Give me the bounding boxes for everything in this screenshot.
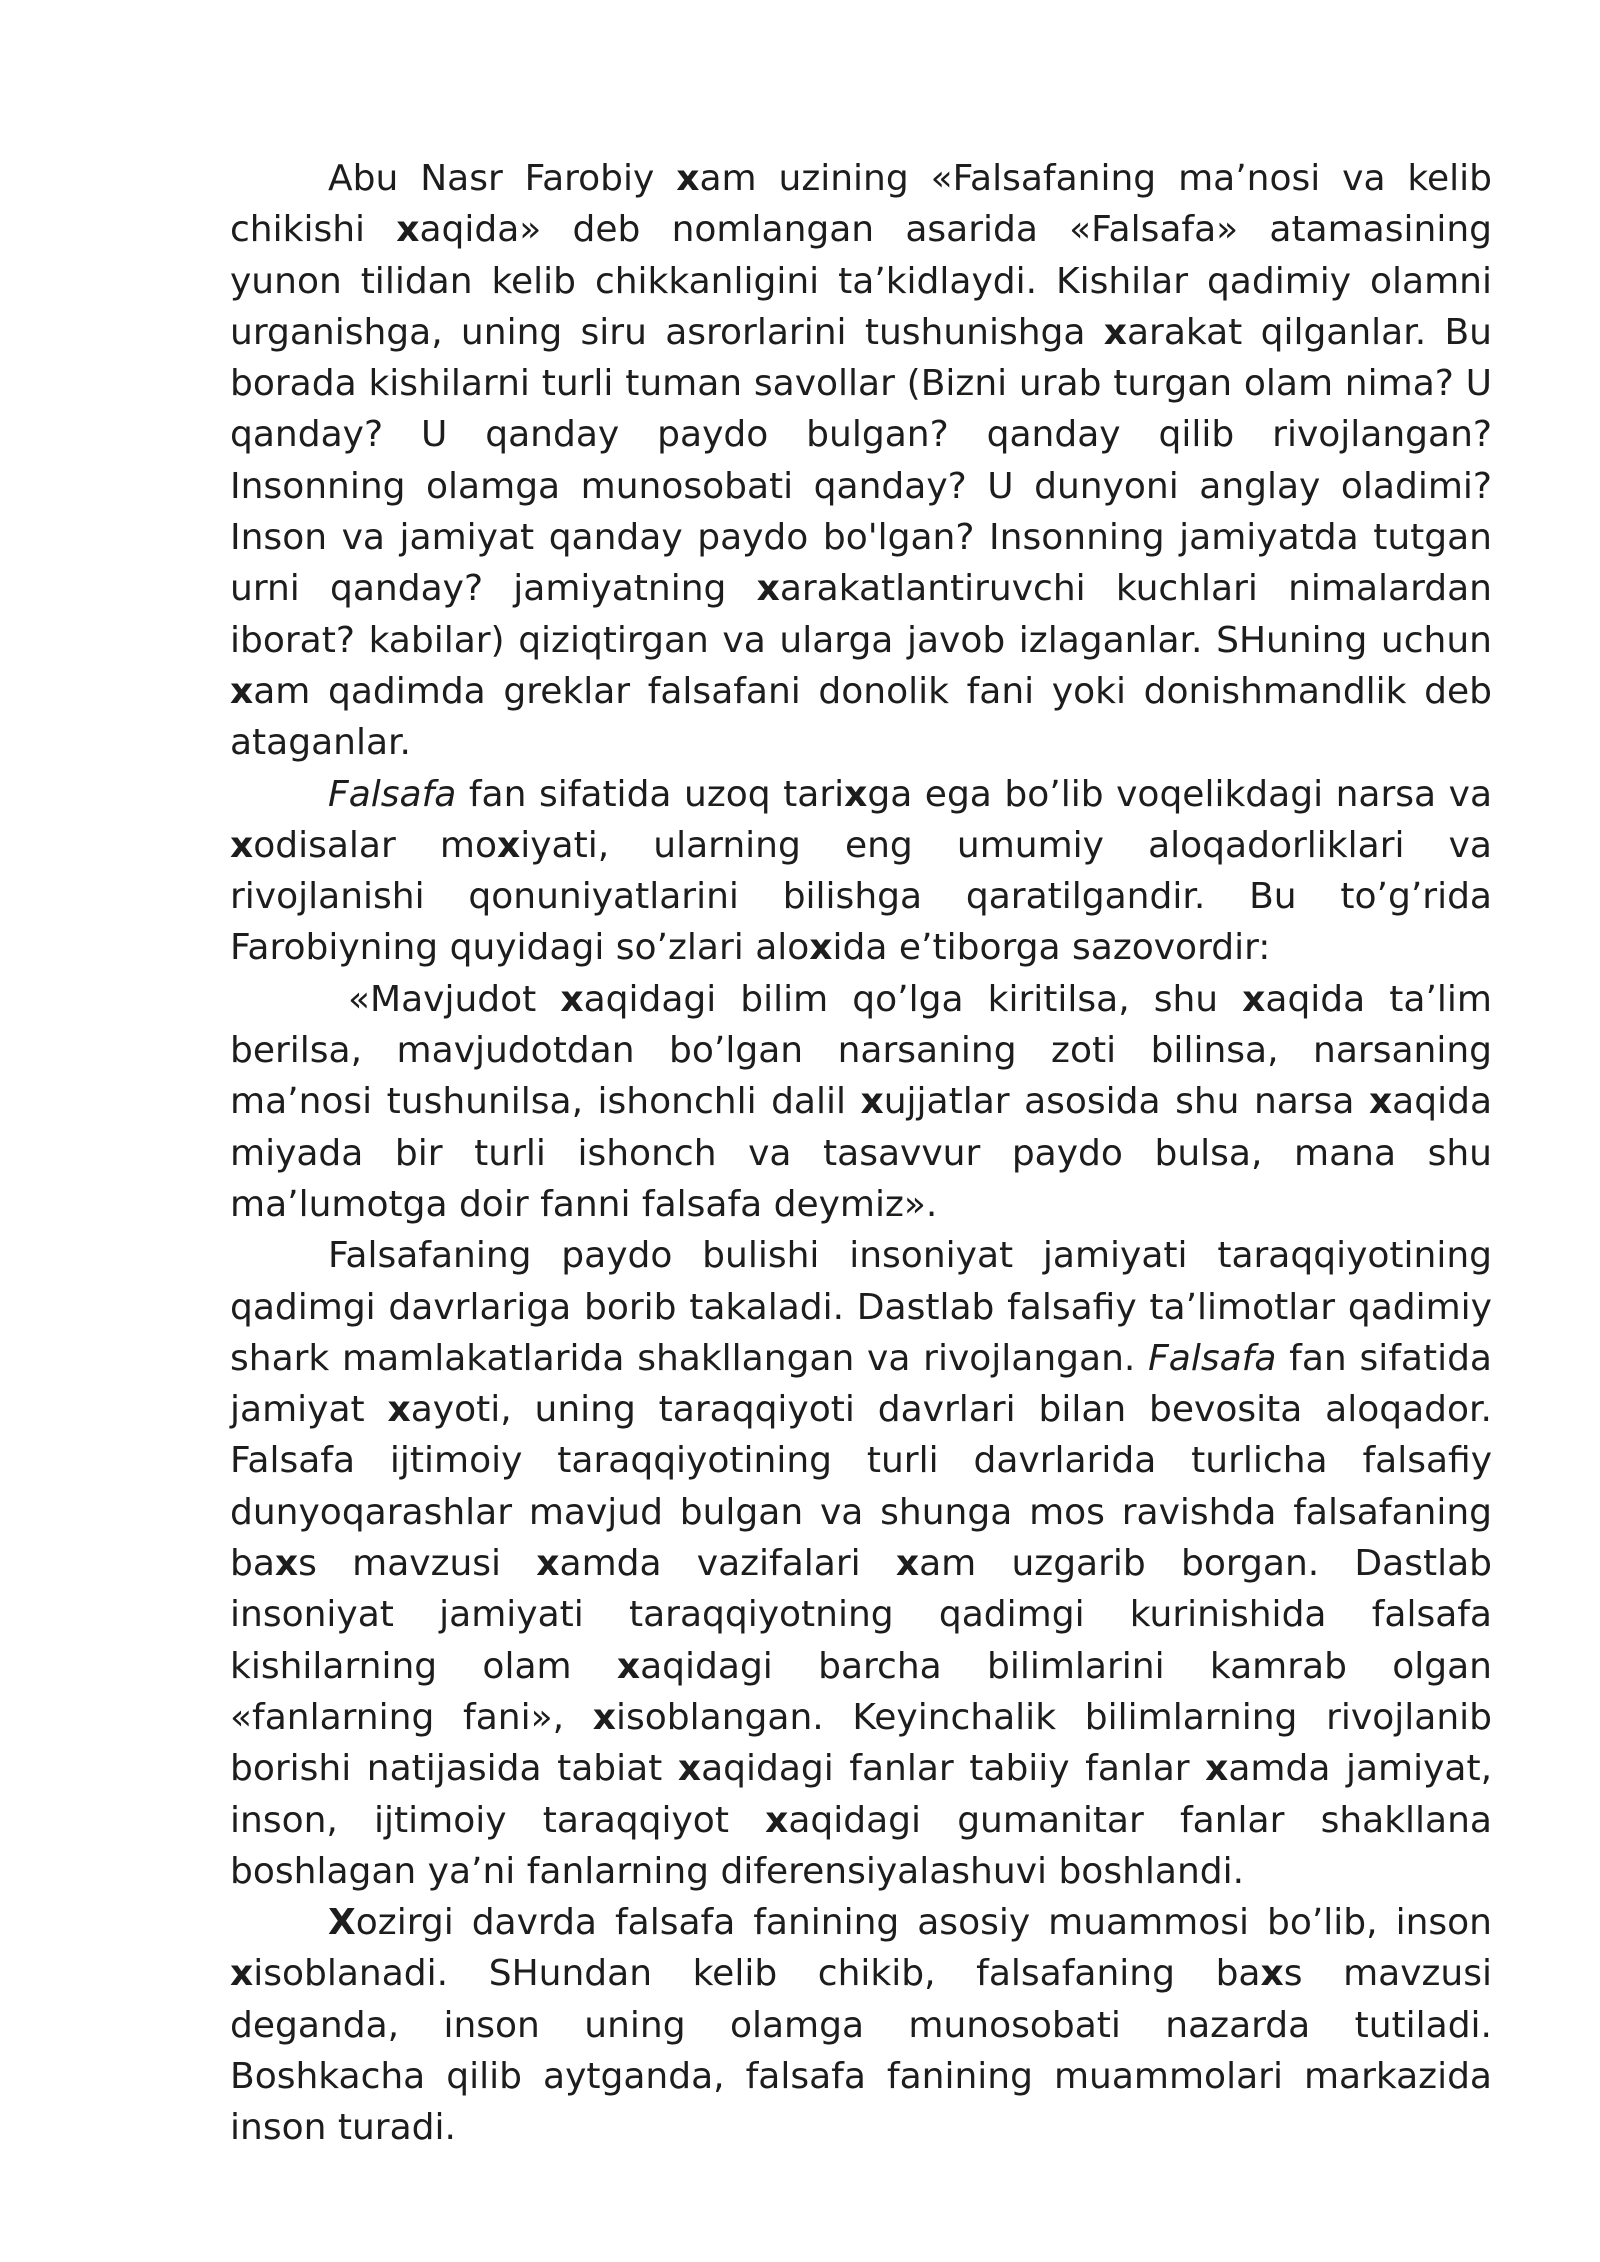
text-run: am uzgarib borgan. Dastlab insoniyat jamiyati taraqqiyotning qadimgi kurinishida falsafa kishilarning olam [230, 1543, 1493, 1687]
text-run: fan sifatida uzoq tari [456, 773, 845, 815]
bold-letter: x [387, 1389, 411, 1431]
paragraph [230, 153, 1492, 769]
text-run: iyati, ularning eng umumiy aloqadorliklari va rivojlanishi qonuniyatlarini bilishga qaratilgandir. Bu to’g’rida Farobiyning quyidagi so’zlari alo [230, 824, 1492, 969]
quote-paragraph [230, 974, 1492, 1230]
bold-letter: x [230, 824, 254, 866]
text-run: ujjatlar asosida shu narsa [883, 1081, 1369, 1123]
italic-term: Falsafa [1148, 1337, 1277, 1379]
text-run: amda jamiyat, inson, ijtimoiy taraqqiyot [230, 1748, 1493, 1841]
text-run: aqidagi bilim qo’lga kiritilsa, shu [583, 978, 1243, 1020]
bold-letter: x [844, 773, 868, 815]
bold-letter: x [765, 1799, 789, 1841]
bold-letter: X [328, 1902, 356, 1944]
bold-letter: x [274, 1543, 299, 1585]
text-run: aqidagi gumanitar fanlar shakllana boshlagan ya’ni fanlarning diferensiyalashuvi boshlandi. [230, 1799, 1492, 1892]
bold-letter: x [895, 1543, 920, 1585]
bold-letter: x [497, 824, 521, 866]
text-run: isoblangan. Keyinchalik bilimlarning rivojlanib borishi natijasida tabiat [230, 1696, 1493, 1790]
bold-letter: x [676, 158, 700, 199]
bold-letter: x [560, 978, 584, 1020]
text-run: aqida miyada bir turli ishonch va tasavvur paydo bulsa, mana shu ma’lumotga doir fanni falsafa deymiz». [230, 1081, 1492, 1225]
text-run: ayoti, uning taraqqiyoti davrlari bilan bevosita aloqador. Falsafa ijtimoiy taraqqiyotining turli davrlarida turlicha falsafiy dunyoqarashlar mavjud bulgan va shunga mos ravishda falsafaning ba [230, 1389, 1492, 1585]
bold-letter: x [1368, 1081, 1393, 1123]
text-run: odisalar mo [253, 824, 498, 866]
document-body [230, 153, 1492, 2154]
text-run: arakatlantiruvchi kuchlari nimalardan iborat? kabilar) qiziqtirgan va ularga javob izlaganlar. SHuning uchun [230, 568, 1492, 661]
text-run: am qadimda greklar falsafani donolik fani yoki donishmandlik deb ataganlar. [230, 670, 1492, 764]
bold-letter: x [396, 209, 420, 251]
text-run: isoblanadi. SHundan kelib chikib, falsafaning ba [253, 1953, 1261, 1995]
text-run: arakat qilganlar. Bu borada kishilarni turli tuman savollar (Bizni urab turgan olam nima? U qanday? U qanday paydo bulgan? qanday qilib rivojlangan? Insonning olamga munosobati qanday? U dunyoni anglay oladimi? Inson va jamiyat qanday paydo bo'lgan? Insonning jamiyatda tutgan urni qanday? jamiyatning [230, 311, 1492, 610]
bold-letter: x [860, 1081, 884, 1123]
bold-letter: x [616, 1645, 641, 1687]
text-run: aqida» deb nomlangan asarida «Falsafa» atamasining yunon tilidan kelib chikkanligini ta’kidlaydi. Kishilar qadimiy olamni urganishga, uning siru asrorlarini tushunishga [230, 209, 1492, 353]
bold-letter: x [1242, 978, 1266, 1020]
text-run: s mavzusi [298, 1543, 537, 1585]
bold-letter: x [536, 1543, 560, 1585]
text-run: ozirgi davrda falsafa fanining asosiy muammosi bo’lib, inson [355, 1902, 1492, 1944]
text-run: ida e’tiborga sazovordir: [832, 927, 1271, 969]
bold-letter: x [230, 1953, 254, 1995]
text-run: Abu Nasr Farobiy [328, 158, 677, 199]
bold-letter: x [230, 670, 254, 712]
text-run: aqida ta’lim berilsa, mavjudotdan bo’lgan narsaning zoti bilinsa, narsaning ma’nosi tushunilsa, ishonchli dalil [230, 978, 1492, 1123]
text-run: aqidagi fanlar tabiiy fanlar [701, 1748, 1206, 1790]
bold-letter: x [592, 1696, 617, 1738]
paragraph [230, 769, 1492, 974]
bold-letter: x [1260, 1953, 1284, 1995]
text-run: Falsafaning paydo bulishi insoniyat jamiyati taraqqiyotining qadimgi davrlariga borib takaladi. Dastlab falsafiy ta’limotlar qadimiy shark mamlakatlarida shakllangan va rivojlangan. [230, 1235, 1492, 1379]
text-run: s mavzusi deganda, inson uning olamga munosobati nazarda tutiladi. Boshkacha qilib aytganda, falsafa fanining muammolari markazida inson turadi. [230, 1953, 1492, 2149]
bold-letter: x [1103, 311, 1127, 353]
bold-letter: x [756, 568, 780, 610]
text-run: am uzining «Falsafaning ma’nosi va kelib chikishi [230, 158, 1492, 251]
text-run: ga ega bo’lib voqelikdagi narsa va [867, 773, 1492, 815]
text-run: amda vazifalari [559, 1543, 896, 1585]
text-run: aqidagi barcha bilimlarini kamrab olgan «fanlarning fani», [230, 1645, 1492, 1738]
bold-letter: x [1205, 1748, 1229, 1790]
italic-term: Falsafa [328, 773, 457, 815]
text-run: fan sifatida jamiyat [230, 1337, 1492, 1431]
bold-letter: x [677, 1748, 702, 1790]
bold-letter: x [809, 927, 833, 969]
text-run: «Mavjudot [348, 978, 561, 1020]
paragraph [230, 1897, 1492, 2153]
paragraph [230, 1230, 1492, 1897]
